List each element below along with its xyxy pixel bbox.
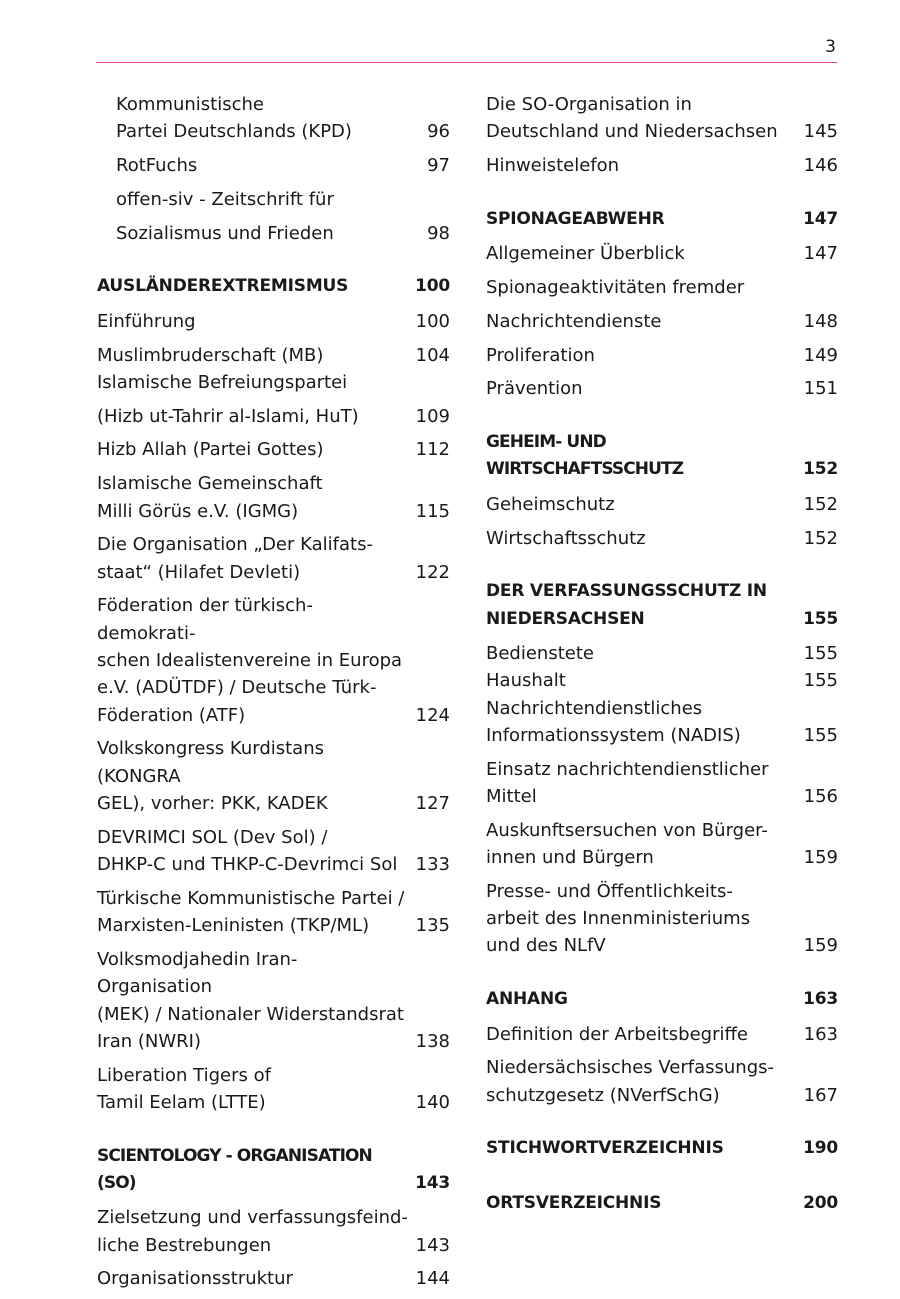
toc-title: GEHEIM- UND WIRTSCHAFTSSCHUTZ	[486, 432, 684, 480]
toc-title: AUSLÄNDEREXTREMISMUS	[97, 276, 349, 297]
toc-page-number: 124	[415, 704, 450, 726]
toc-entry-proliferation	[486, 342, 838, 376]
toc-title: STICHWORTVERZEICHNIS	[486, 1138, 724, 1159]
toc-page-number: 100	[415, 310, 450, 332]
toc-entry-organisationsstruktur	[97, 1265, 450, 1299]
toc-page-number: 152	[803, 459, 838, 480]
header-rule	[96, 62, 837, 63]
toc-entry-t-rkische-kommunistische-partei-marxiste	[97, 885, 450, 946]
toc-title: Spionageaktivitäten fremder	[486, 276, 745, 298]
toc-page-number: 140	[415, 1092, 450, 1113]
toc-title: Bedienstete	[486, 642, 594, 664]
toc-section-heading-stichwortverzeichnis	[486, 1135, 838, 1169]
toc-title: Islamische Befreiungspartei	[97, 371, 348, 393]
toc-page-number: 155	[803, 608, 838, 629]
toc-page-number: 163	[803, 989, 838, 1010]
toc-title: Hizb Allah (Partei Gottes)	[97, 439, 324, 461]
toc-title: Hinweistelefon	[486, 155, 620, 177]
toc-page-number: 143	[415, 1173, 450, 1194]
toc-page-number: 115	[415, 500, 450, 522]
toc-title: Türkische Kommunistische Partei / Marxisten-Leninisten (TKP/ML)	[97, 887, 405, 937]
toc-page-number: 135	[415, 915, 450, 937]
toc-entry-einf-hrung	[97, 308, 450, 342]
toc-entry-islamische-gemeinschaft-milli-g-r-s-e-v-	[97, 470, 450, 531]
toc-page-number: 167	[803, 1084, 838, 1106]
toc-entry-hizb-ut-tahrir-al-islami-hut	[97, 403, 450, 437]
toc-entry-die-so-organisation-in-deutschland-und-n	[486, 91, 838, 152]
toc-title: Organisationsstruktur	[97, 1268, 293, 1290]
toc-page-number: 163	[803, 1023, 838, 1045]
toc-title: Sozialismus und Frieden	[116, 222, 334, 244]
toc-page-number: 122	[415, 561, 450, 583]
toc-page-number: 104	[415, 344, 450, 366]
toc-page-number: 159	[803, 847, 838, 869]
toc-title: Einführung	[97, 310, 196, 332]
toc-entry-islamische-befreiungspartei	[97, 369, 450, 403]
toc-title: offen-siv - Zeitschrift für	[116, 188, 334, 210]
toc-entry-nachrichtendienstliches-informationssyst	[486, 695, 838, 756]
toc-entry-pr-vention	[486, 375, 838, 409]
toc-title: Einsatz nachrichtendienstlicher Mittel	[486, 758, 769, 807]
toc-left-column	[97, 91, 450, 1299]
toc-page-number: 96	[427, 121, 450, 143]
toc-title: Liberation Tigers of Tamil Eelam (LTTE)	[97, 1064, 271, 1113]
toc-entry-kommunistische-partei-deutschlands-kpd	[97, 91, 450, 152]
toc-entry-zielsetzung-und-verfassungsfeind-liche-b	[97, 1204, 450, 1265]
toc-title: Allgemeiner Überblick	[486, 243, 685, 265]
toc-title: RotFuchs	[116, 155, 198, 177]
toc-entry-die-organisation-der-kalifats-staat-hila	[97, 531, 450, 592]
toc-title: Definition der Arbeitsbegriffe	[486, 1023, 748, 1045]
toc-entry-allgemeiner-berblick	[486, 240, 838, 274]
toc-page-number: 148	[803, 310, 838, 332]
toc-title: DEVRIMCI SOL (Dev Sol) / DHKP-C und THKP-C-Devrimci Sol	[97, 826, 398, 876]
toc-page-number: 143	[415, 1234, 450, 1256]
toc-page-number: 100	[415, 276, 450, 297]
toc-page-number: 156	[803, 785, 838, 807]
toc-entry-volkskongress-kurdistans-kongra-gel-vorh	[97, 735, 450, 823]
toc-page-number: 97	[427, 155, 450, 177]
toc-title: Haushalt	[486, 670, 566, 692]
toc-page-number: 112	[415, 439, 450, 461]
toc-title: ORTSVERZEICHNIS	[486, 1192, 662, 1213]
page-number: 3	[825, 37, 836, 57]
toc-title: Islamische Gemeinschaft Milli Görüs e.V. (IGMG)	[97, 473, 323, 522]
toc-entry-nachrichtendienste	[486, 308, 838, 342]
toc-section-heading-ortsverzeichnis	[486, 1190, 838, 1224]
toc-title: Wirtschaftsschutz	[486, 527, 646, 549]
toc-section-heading-ausl-nderextremismus	[97, 273, 450, 307]
toc-entry-spionageaktivit-ten-fremder	[486, 274, 838, 308]
toc-section-heading-der-verfassungsschutz-in-niedersachsen	[486, 578, 838, 640]
toc-page-number: 152	[803, 527, 838, 549]
toc-entry-bedienstete	[486, 640, 838, 667]
toc-page-number: 127	[415, 793, 450, 815]
toc-title: Zielsetzung und verfassungsfeind- liche Bestrebungen	[97, 1207, 408, 1256]
toc-title: SCIENTOLOGY - ORGANISATION (SO)	[97, 1145, 372, 1194]
toc-title: Die SO-Organisation in Deutschland und Niedersachsen	[486, 94, 778, 143]
toc-page-number: 133	[415, 854, 450, 876]
toc-title: Nachrichtendienstliches Informationssystem (NADIS)	[486, 697, 741, 746]
toc-page-number: 151	[803, 378, 838, 400]
toc-entry-sozialismus-und-frieden	[97, 220, 450, 254]
toc-title: (Hizb ut-Tahrir al-Islami, HuT)	[97, 405, 359, 427]
toc-page-number: 147	[803, 243, 838, 265]
toc-title: Presse- und Öffentlichkeits- arbeit des Innenministeriums und des NLfV	[486, 880, 751, 957]
toc-title: Kommunistische Partei Deutschlands (KPD)	[116, 94, 352, 143]
toc-title: Volksmodjahedin Iran-Organisation (MEK) / Nationaler Widerstandsrat Iran (NWRI)	[97, 949, 404, 1052]
toc-page-number: 155	[803, 724, 838, 746]
toc-page-number: 152	[803, 493, 838, 515]
toc-entry-auskunftsersuchen-von-b-rger-innen-und-b	[486, 817, 838, 878]
toc-entry-definition-der-arbeitsbegriffe	[486, 1021, 838, 1055]
toc-right-column	[486, 91, 838, 1224]
toc-title: SPIONAGEABWEHR	[486, 208, 665, 229]
toc-page-number: 190	[803, 1138, 838, 1159]
toc-title: Die Organisation „Der Kalifats- staat“ (Hilafet Devleti)	[97, 534, 373, 583]
toc-entry-offen-siv-zeitschrift-f-r	[97, 186, 450, 220]
toc-page-number: 147	[803, 208, 838, 229]
toc-title: DER VERFASSUNGSSCHUTZ IN NIEDERSACHSEN	[486, 581, 767, 629]
toc-title: Niedersächsisches Verfassungs- schutzgesetz (NVerfSchG)	[486, 1057, 775, 1106]
toc-section-heading-spionageabwehr	[486, 206, 838, 240]
toc-page-number: 159	[803, 935, 838, 957]
toc-title: Föderation der türkisch-demokrati- schen Idealistenvereine in Europa e.V. (ADÜTDF) / Deutsche Türk- Föderation (ATF)	[97, 595, 403, 726]
toc-title: Prävention	[486, 378, 583, 400]
toc-title: Geheimschutz	[486, 493, 615, 515]
toc-page-number: 109	[415, 405, 450, 427]
toc-title: Auskunftsersuchen von Bürger- innen und Bürgern	[486, 819, 768, 869]
toc-entry-einsatz-nachrichtendienstlicher-mittel	[486, 756, 838, 817]
toc-page-number: 149	[803, 344, 838, 366]
toc-page-number: 155	[803, 642, 838, 664]
toc-entry-devrimci-sol-dev-sol-dhkp-c-und-thkp-c-d	[97, 824, 450, 885]
toc-entry-volksmodjahedin-iran-organisation-mek-na	[97, 946, 450, 1062]
toc-title: Proliferation	[486, 344, 595, 366]
toc-entry-wirtschaftsschutz	[486, 525, 838, 559]
toc-entry-geheimschutz	[486, 491, 838, 525]
toc-entry-hizb-allah-partei-gottes	[97, 436, 450, 470]
toc-entry-presse-und-ffentlichkeits-arbeit-des-inn	[486, 878, 838, 966]
toc-section-heading-geheim-und-wirtschaftsschutz	[486, 429, 838, 491]
toc-title: Volkskongress Kurdistans (KONGRA GEL), vorher: PKK, KADEK	[97, 738, 328, 815]
toc-title: Nachrichtendienste	[486, 310, 662, 332]
toc-entry-haushalt	[486, 667, 838, 694]
toc-entry-nieders-chsisches-verfassungs-schutzgese	[486, 1054, 838, 1115]
toc-page-number: 144	[415, 1268, 450, 1290]
toc-entry-hinweistelefon	[486, 152, 838, 186]
toc-page-number: 200	[803, 1192, 838, 1213]
toc-page-number: 145	[803, 121, 838, 143]
toc-entry-liberation-tigers-of-tamil-eelam-ltte	[97, 1062, 450, 1123]
toc-page-number: 155	[803, 670, 838, 692]
toc-page-number: 98	[427, 222, 450, 244]
toc-page-number: 138	[415, 1030, 450, 1052]
toc-entry-f-deration-der-t-rkisch-demokrati-schen-	[97, 592, 450, 735]
toc-section-heading-scientology-organisation-so	[97, 1143, 450, 1205]
toc-page-number: 146	[803, 155, 838, 177]
toc-entry-rotfuchs	[97, 152, 450, 186]
toc-title: Muslimbruderschaft (MB)	[97, 344, 324, 366]
toc-title: ANHANG	[486, 989, 568, 1010]
toc-entry-muslimbruderschaft-mb	[97, 342, 450, 369]
toc-section-heading-anhang	[486, 986, 838, 1020]
